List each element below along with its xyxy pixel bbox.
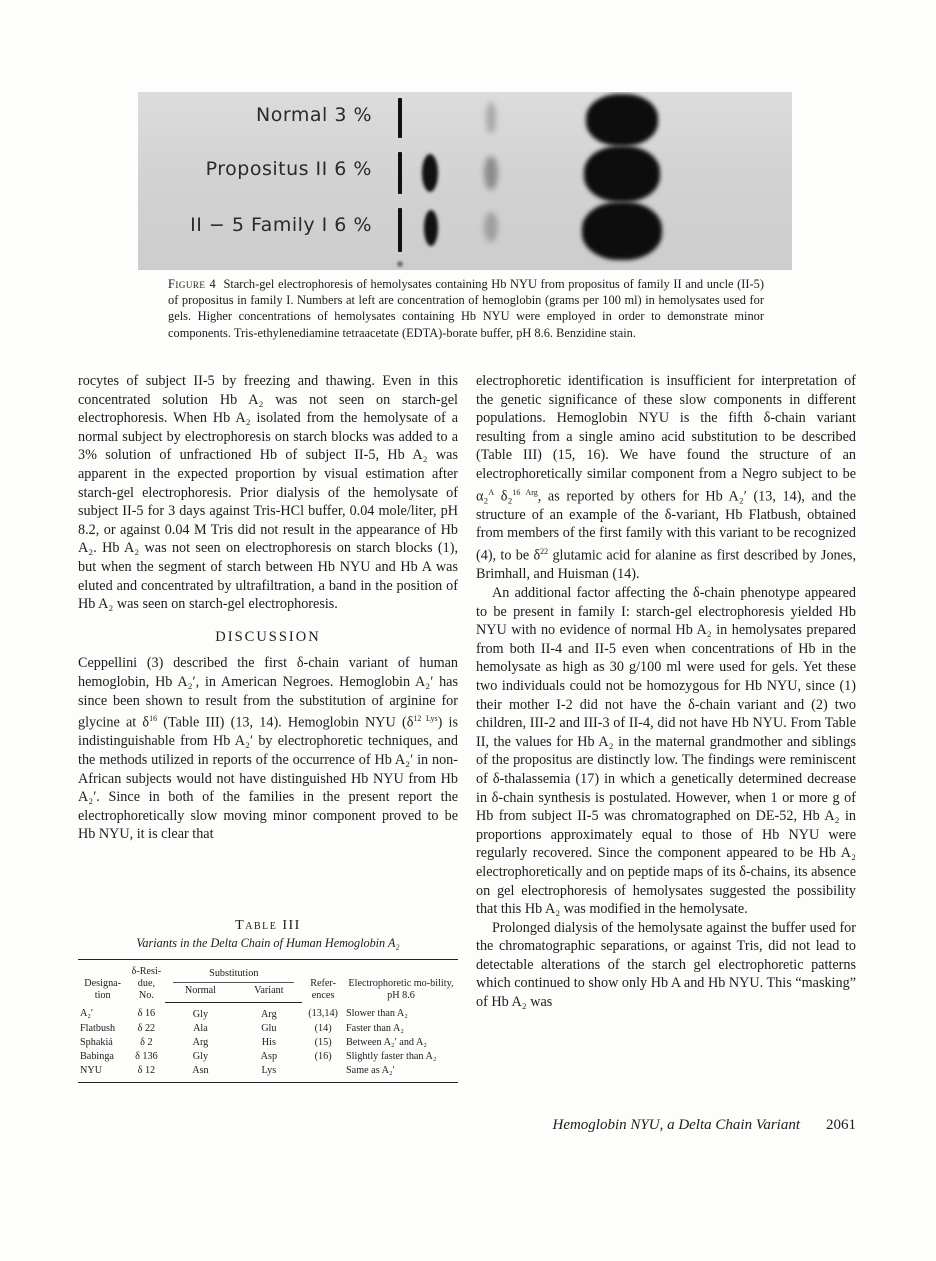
paragraph-left-1: rocytes of subject II-5 by freezing and thawing. Even in this concentrated solution Hb A₂ was not seen on starch-gel electrophoresis. When Hb A₂ isolated from the hemolysate of a normal subject by electrophoresis on starch blocks was added to a 3% solution of unfractioned Hb of subject II-5, Hb A₂ was apparent in the expected proportion by visual estimation after starch-gel electrophoresis. Prior dialysis of the hemolysate of subject II-5 for 3 days against Tris-HCl buffer, 0.04 mole/liter, pH 8.2, or against 0.04 M Tris did not result in the appearance of Hb A₂. Hb A₂ was not seen on electrophoresis on starch blocks (1), but when the segment of starch between Hb NYU and Hb A was eluted and concentrated by ultrafiltration, a band in the position of Hb A₂ was seen on starch-gel electrophoresis. [78, 373, 458, 613]
section-heading-discussion: DISCUSSION [215, 628, 321, 645]
col-header-mobility: Electrophoretic mo-bility, pH 8.6 [344, 960, 458, 1003]
table-row: A₂′ δ 16 Gly Arg (13,14) Slower than A₂ [80, 1008, 408, 1020]
faint-band-normal [486, 102, 496, 134]
figure-caption [168, 276, 764, 341]
lane-label-family-i: II − 5 Family I 6 % [190, 214, 372, 236]
table-subtitle: Variants in the Delta Chain of Human Hemoglobin A₂ [136, 936, 400, 950]
page-number: 2061 [826, 1117, 856, 1133]
hb-a-band-1 [586, 94, 658, 146]
origin-line-1 [398, 98, 402, 138]
col-header-variant: Variant [235, 983, 302, 1002]
lane-label-normal: Normal 3 % [256, 104, 372, 126]
hb-a-band-3 [582, 202, 662, 260]
col-header-residue: δ-Resi-due, No. [127, 960, 165, 1003]
paragraph-right-1: electrophoretic identification is insufficient for interpretation of the genetic significance of these slow components in different populations. Hemoglobin NYU is the fifth δ-chain variant resulting from a single amino acid substitution to be described (Table III) (15, 16). We have found the structure of an electrophoretically similar component from a Negro subject to be α₂$^A$ δ₂$^{16 Arg}$, as reported by others for Hb A₂′ (13, 14), and the structure of an example of the δ-variant, Hb Flatbush, obtained from members of the first family with this variant to be recognized (4), to be $\delta^{22}$ glutamic acid for alanine as first described by Jones, Brimhall, and Huisman (14). [476, 373, 857, 583]
paragraph-left-2: Ceppellini (3) described the first δ-chain variant of human hemoglobin, Hb A₂′, in American Negroes. Hemoglobin A₂′ has since been shown to result from the substitution of arginine for glycine at $\delta^{16}$ (Table III) (13, 14). Hemoglobin NYU $(\delta^{12 Lys})$ is indistinguishable from Hb A₂′ by electrophoretic techniques, and the methods utilized in reports of the occurrence of Hb A₂′ in non-African subjects would not have distinguished Hb NYU from Hb A₂′. Since in both of the families in the present report the electrophoretically slow moving minor component proved to be Hb NYU, it is clear that [78, 655, 458, 843]
left-column [78, 372, 458, 844]
hb-nyu-band-3 [424, 210, 438, 246]
lane-label-propositus: Propositus II 6 % [205, 158, 372, 180]
table-row: NYU δ 12 Asn Lys Same as A₂′ [78, 1064, 458, 1083]
table-row: Babinga δ 136 Gly Asp (16) Slightly faster than A₂ [80, 1050, 437, 1062]
col-header-designation: Designa-tion [78, 960, 127, 1003]
table-title: Table III [235, 918, 301, 933]
col-header-normal: Normal [165, 983, 235, 1002]
hb-a-band-2 [584, 146, 660, 202]
paragraph-right-3: Prolonged dialysis of the hemolysate against the buffer used for the chromatographic separations, or against Tris, did not lead to detectable alterations of the starch gel electrophoretic patterns which continued to show only Hb A and Hb NYU. This “masking” of Hb A₂ was [476, 919, 856, 1011]
dot-marker [398, 262, 402, 266]
figure-label: Figure 4 [168, 277, 217, 291]
col-header-substitution: Substitution [165, 960, 302, 983]
paragraph-right-2: An additional factor affecting the δ-chain phenotype appeared to be present in family I: starch-gel electrophoresis yielded Hb NYU with no evidence of normal Hb A₂ in hemolysates prepared from both II-4 and II-5 even when concentrations of Hb in the hemolysate as high as 30 g/100 ml were used for gels. Yet these two individuals could not be homozygous for Hb NYU, since (1) their mother I-2 did not have the δ-chain variant and (2) two children, III-2 and III-3 of II-4, did not have Hb NYU. From Table II, the values for Hb A₂ in the maternal grandmother and siblings of the propositus are distinctly low. The findings were reminiscent of δ-thalassemia (17) in which a genetically determined decrease in δ-chain synthesis is postulated. However, when 1 or more g of Hb from subject II-5 was chromatographed on DE-52, Hb A₂ in proportions approximately equal to those of Hb NYU were regularly recovered. Since the component appeared to be Hb A₂ electrophoretically and on peptide maps of its δ-chains, its absence on gel electrophoresis of hemolysates suggested the possibility that this Hb A₂ was modified in the hemolysate. [476, 585, 856, 918]
figure-caption-text: Starch-gel electrophoresis of hemolysates containing Hb NYU from propositus of family II and uncle (II-5) of propositus in family I. Numbers at left are concentration of hemoglobin (grams per 100 ml) in hemolysates used for gels. Higher concentrations of hemolysates containing Hb NYU were employed in order to demonstrate minor components. Tris-ethylenediamine tetraacetate (EDTA)-borate buffer, pH 8.6. Benzidine stain. [168, 277, 764, 340]
table-row: Flatbush δ 22 Ala Glu (14) Faster than A₂ [80, 1022, 404, 1034]
page-footer [476, 1117, 856, 1134]
table-row: Sphakiá δ 2 Arg His (15) Between A₂′ and A₂ [80, 1036, 427, 1048]
running-title: Hemoglobin NYU, a Delta Chain Variant [552, 1117, 800, 1133]
variants-table [78, 959, 458, 1083]
electrophoresis-gel-photo [138, 92, 792, 270]
origin-line-3 [398, 208, 402, 252]
col-header-references: Refer-ences [302, 960, 344, 1003]
faint-band-2 [484, 156, 498, 190]
hb-nyu-band-2 [422, 154, 438, 192]
faint-band-3 [484, 212, 498, 242]
right-column [476, 372, 856, 1012]
origin-line-2 [398, 152, 402, 194]
table-iii [78, 918, 458, 1083]
